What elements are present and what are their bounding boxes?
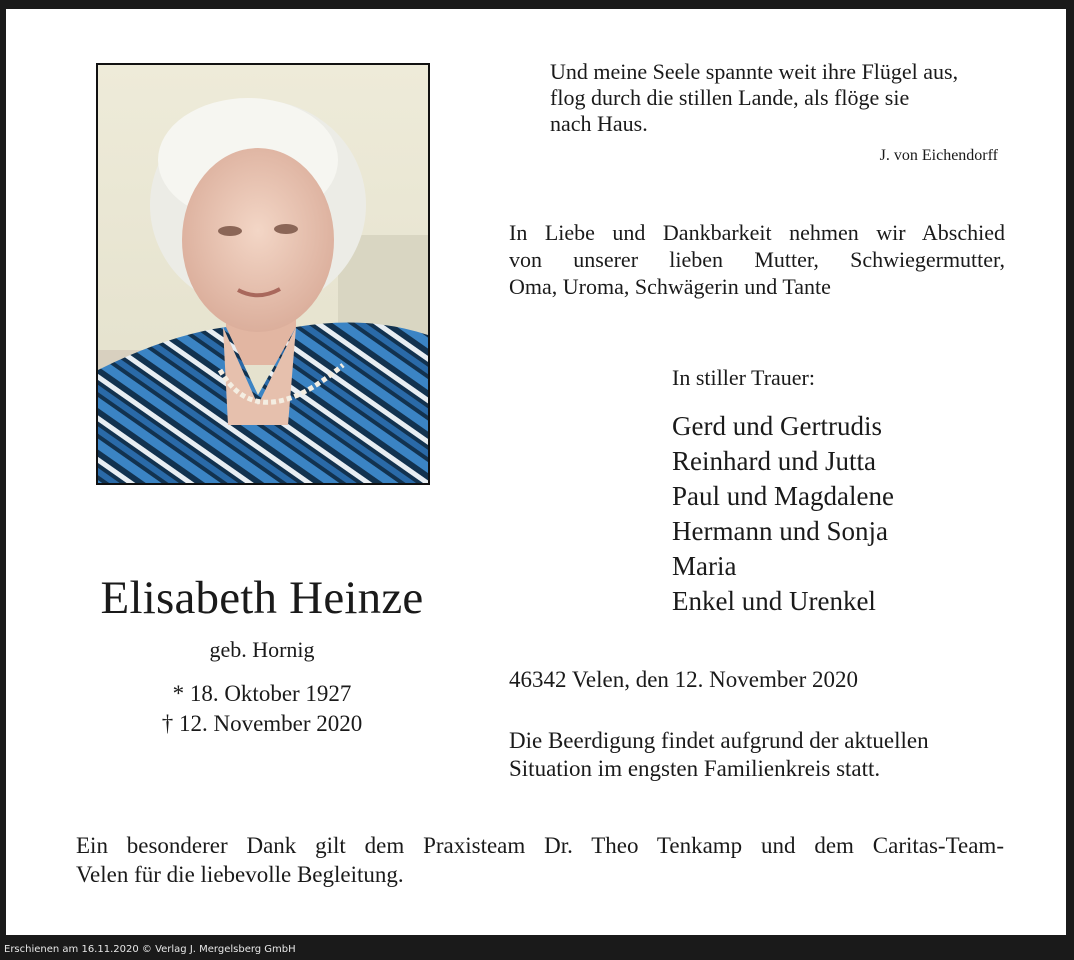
quote-line: nach Haus. — [550, 111, 648, 136]
mourners-list — [672, 409, 894, 619]
maiden-name: geb. Hornig — [209, 637, 315, 662]
mourner-name: Reinhard und Jutta — [672, 446, 876, 476]
funeral-line: Die Beerdigung findet aufgrund der aktuellen — [509, 728, 929, 753]
quote-line: flog durch die stillen Lande, als flöge sie — [550, 85, 910, 110]
thanks-line: Ein besonderer Dank gilt dem Praxisteam Dr. Theo Tenkamp und dem Caritas-Team- — [76, 833, 1004, 858]
funeral-line: Situation im engsten Familienkreis statt. — [509, 756, 881, 781]
quote-author: J. von Eichendorff — [879, 147, 998, 164]
mourner-name: Hermann und Sonja — [672, 516, 888, 546]
obituary-card — [6, 9, 1066, 935]
mourning-label: In stiller Trauer: — [672, 365, 815, 390]
farewell-line: Oma, Uroma, Schwägerin und Tante — [509, 274, 831, 299]
farewell-line: von unserer lieben Mutter, Schwiegermutter, — [509, 247, 1005, 272]
funeral-notice — [509, 727, 1009, 783]
death-date: † 12. November 2020 — [161, 711, 363, 736]
portrait-image — [98, 65, 428, 483]
mourner-name: Enkel und Urenkel — [672, 586, 876, 616]
thanks-note — [76, 831, 1004, 889]
deceased-name: Elisabeth Heinze — [100, 572, 424, 624]
mourner-name: Gerd und Gertrudis — [672, 411, 882, 441]
publication-footer: Erschienen am 16.11.2020 © Verlag J. Mergelsberg GmbH — [4, 944, 296, 955]
quote-line: Und meine Seele spannte weit ihre Flügel aus, — [550, 59, 959, 84]
portrait-photo — [96, 63, 430, 485]
farewell-text — [509, 219, 1005, 300]
thanks-line: Velen für die liebevolle Begleitung. — [76, 862, 404, 887]
birth-date: * 18. Oktober 1927 — [172, 681, 352, 706]
place-date: 46342 Velen, den 12. November 2020 — [509, 667, 858, 692]
life-dates — [46, 679, 478, 739]
mourner-name: Paul und Magdalene — [672, 481, 894, 511]
mourner-name: Maria — [672, 551, 737, 581]
poem-quote — [550, 59, 1020, 137]
farewell-line: In Liebe und Dankbarkeit nehmen wir Abschied — [509, 220, 1005, 245]
